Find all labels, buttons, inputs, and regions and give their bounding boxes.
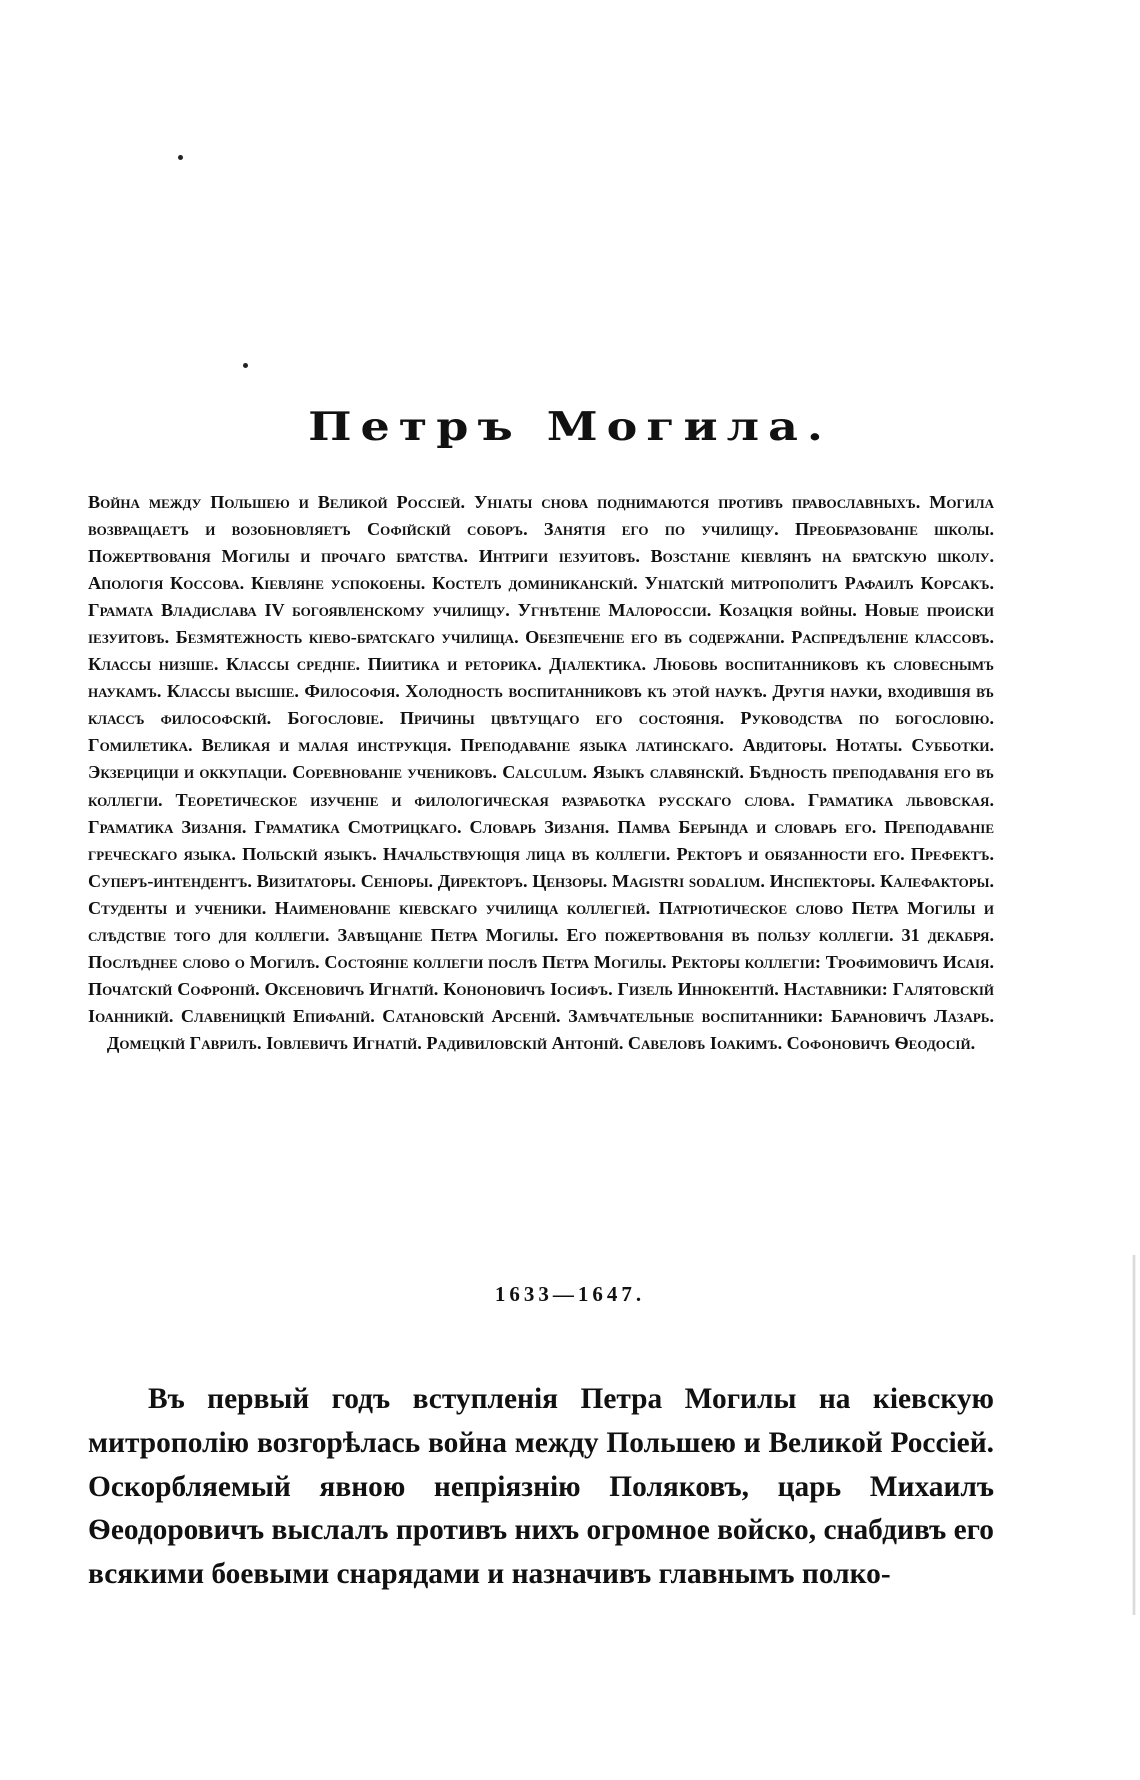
ink-speck xyxy=(243,363,248,368)
body-paragraph: Въ первый годъ вступленія Петра Могилы на кіевскую митрополію возгорѣлась война между Польшею и Великой Россіей. Оскорбляемый явною непріязнію Поляковъ, царь Михаилъ Ѳеодоровичъ выслалъ противъ нихъ огромное войско, снабдивъ его всякими боевыми снарядами и назначивъ главнымъ полко- xyxy=(88,1383,994,1591)
chapter-title: Петръ Могила. xyxy=(308,402,832,450)
chapter-summary: Война между Польшею и Великой Россіей. Уніаты снова поднимаются противъ православныхъ. Могила возвращаетъ и возобновляетъ Софійскій соборъ. Занятія его по училищу. Преобразованіе школы. Пожертвованія Могилы и прочаго братства. Интриги іезуитовъ. Возстаніе кіевлянъ на братскую школу. Апологія Коссова. Кіевляне успокоены. Костелъ доминиканскій. Уніатскій митрополитъ Рафаилъ Корсакъ. Грамата Владислава IV богоявленскому училищу. Угнѣтеніе Малороссіи. Козацкія войны. Новые происки іезуитовъ. Безмятежность кіево-братскаго училища. Обезпеченіе его въ содержаніи. Распредѣленіе классовъ. Классы низшіе. Классы средніе. Пиитика и реторика. Діалектика. Любовь воспитанниковъ къ словеснымъ наукамъ. Классы высшіе. Философія. Холодность воспитанниковъ къ этой наукѣ. Другія науки, входившія въ классъ философскій. Богословіе. Причины цвѣтущаго его состоянія. Руководства по богословію. Гомилетика. Великая и малая инструкція. Преподаваніе языка латинскаго. Авдиторы. Нотаты. Субботки. Экзерциціи и оккупаціи. Соревнованіе учениковъ. Calculum. Языкъ славянскій. Бѣдность преподаванія его въ коллегіи. Теоретическое изученіе и филологическая разработка русскаго слова. Граматика львовская. Граматика Зизанія. Граматика Смотрицкаго. Словарь Зизанія. Памва Берында и словарь его. Преподаваніе греческаго языка. Польскій языкъ. Начальствующія лица въ коллегіи. Ректоръ и обязанности его. Префектъ. Суперъ-интендентъ. Визитаторы. Сеніоры. Директоръ. Цензоры. Magistri sodalium. Инспекторы. Калефакторы. Студенты и ученики. Наименованіе кіевскаго училища коллегіей. Патріотическое слово Петра Могилы и слѣдствіе того для коллегіи. Завѣщаніе Петра Могилы. Его пожертвованія въ пользу коллегіи. 31 декабря. Послѣднее слово о Могилѣ. Состояніе коллегіи послѣ Петра Могилы. Ректоры коллегіи: Трофимовичъ Исаія. Початскій Софроній. Оксеновичъ Игнатій. Кононовичъ Іосифъ. Гизель Иннокентій. Наставники: Галятовскій Іоанникій. Славеницкій Епифаній. Сатановскій Арсеній. Замѣчательные воспитанники: Барановичъ Лазарь. Домецкій Гаврилъ. Іовлевичъ Игнатій. Радивиловскій Антоній. Савеловъ Іоакимъ. Софоновичъ Ѳеодосій. xyxy=(88,492,994,1053)
page-edge-shadow xyxy=(1132,1255,1136,1615)
chapter-years: 1633—1647. xyxy=(494,1282,646,1306)
ink-speck xyxy=(178,155,183,160)
